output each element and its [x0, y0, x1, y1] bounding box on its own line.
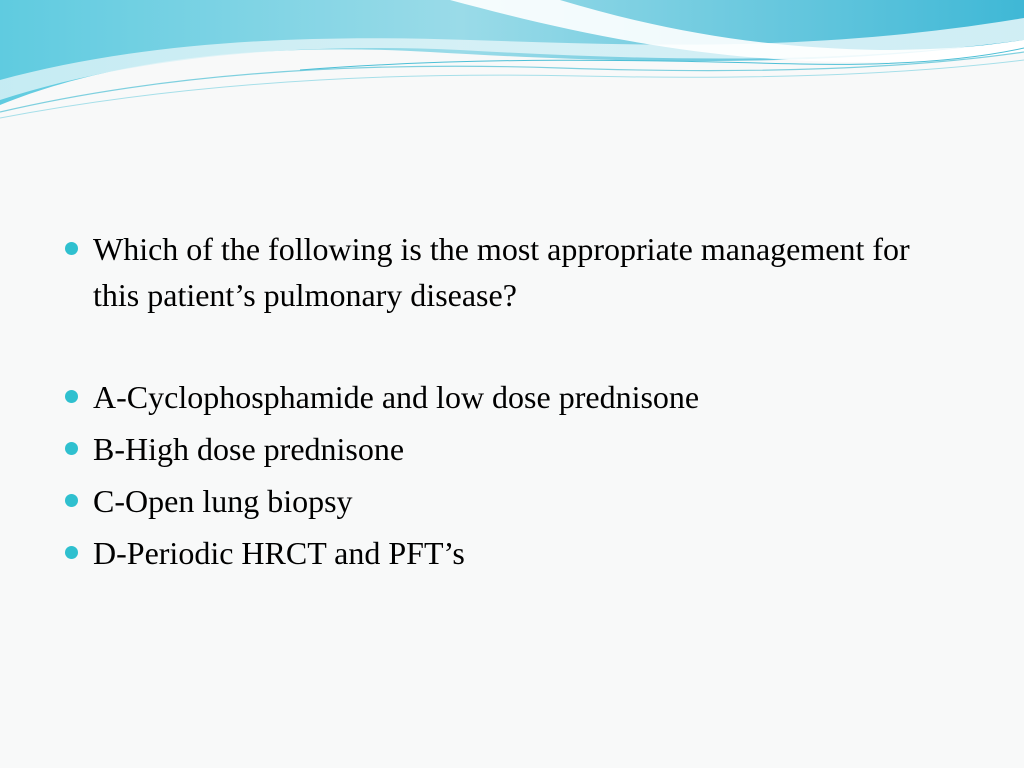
header-wave-decoration: [0, 0, 1024, 130]
bullet-dot-icon: [65, 390, 78, 403]
wave-line-2: [0, 60, 1024, 118]
option-a: [62, 374, 962, 420]
option-c: [62, 478, 962, 524]
option-d: [62, 530, 962, 576]
option-text: C-Open lung biopsy: [93, 483, 353, 519]
option-text: A-Cyclophosphamide and low dose prednisone: [93, 379, 700, 415]
bullet-dot-icon: [65, 546, 78, 559]
option-text: D-Periodic HRCT and PFT’s: [93, 535, 465, 571]
bullet-dot-icon: [65, 242, 78, 255]
option-b: [62, 426, 962, 472]
question-bullet: [62, 226, 962, 318]
bullet-dot-icon: [65, 442, 78, 455]
bullet-list: [62, 226, 962, 582]
option-text: B-High dose prednisone: [93, 431, 405, 467]
bullet-dot-icon: [65, 494, 78, 507]
question-text: Which of the following is the most appropriate management for this patient’s pulmonary disease?: [93, 231, 910, 313]
